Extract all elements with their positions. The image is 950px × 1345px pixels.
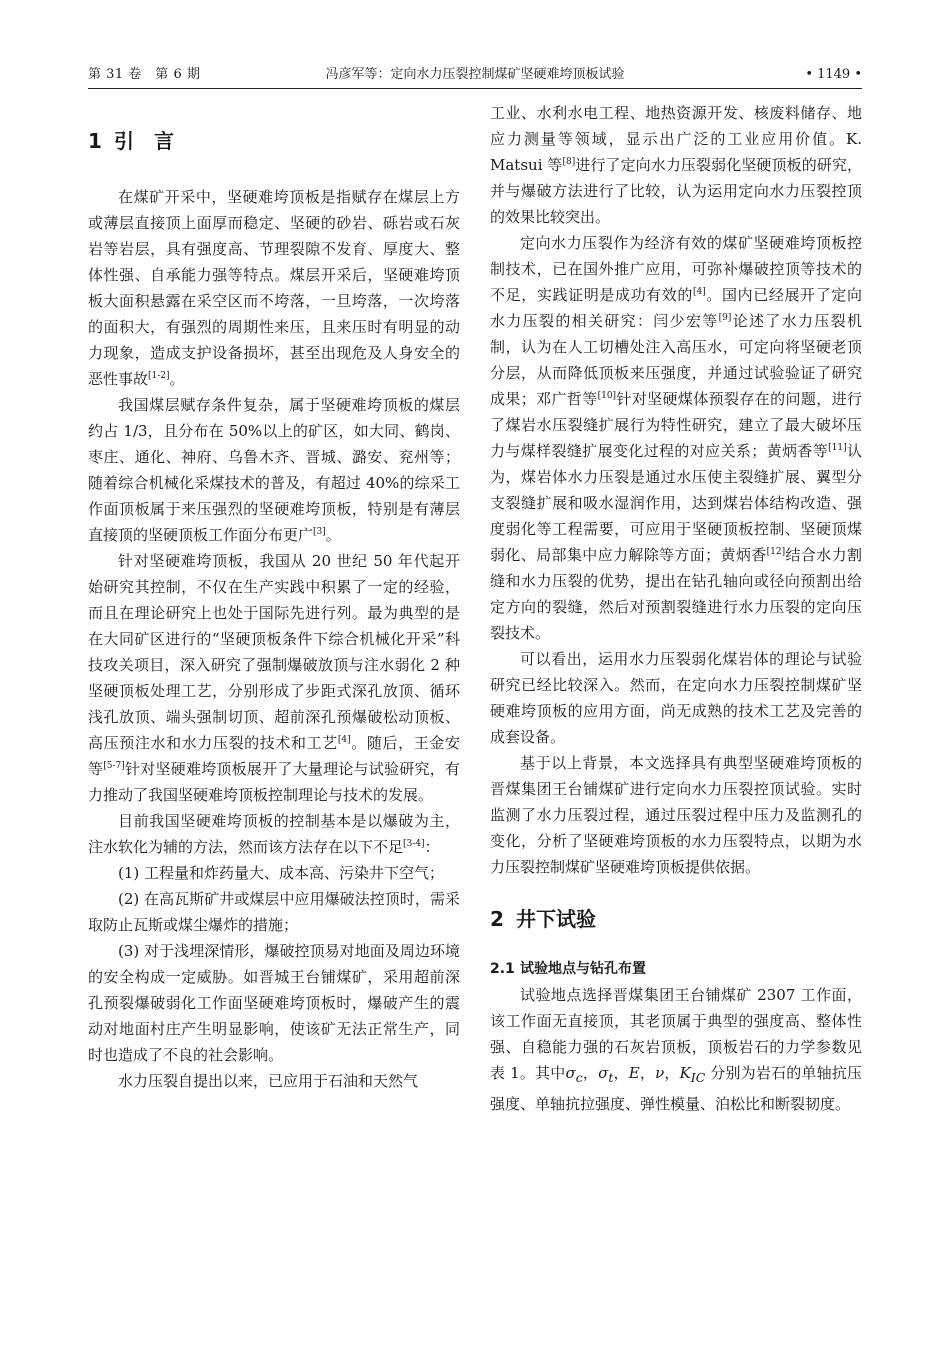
symbol-kic: $K_{IC}$: [679, 1064, 706, 1085]
section-2-number: 2: [490, 907, 504, 931]
symbol-nu: ν: [655, 1064, 665, 1082]
symbol-sigma-t: $\sigma_t$: [598, 1064, 614, 1085]
symbol-sigma-c: $\sigma_c$: [565, 1064, 583, 1085]
citation: [9]: [718, 313, 732, 323]
paragraph: 目前我国坚硬难垮顶板的控制基本是以爆破为主，注水软化为辅的方法，然而该方法存在以下不足[3-4]：: [88, 812, 460, 856]
paragraph: 可以看出，运用水力压裂弱化煤岩体的理论与试验研究已经比较深入。然而，在定向水力压裂控制煤矿坚硬难垮顶板的应用方面，尚无成熟的技术工艺及完善的成套设备。: [490, 650, 862, 746]
citation: [3-4]: [403, 839, 425, 849]
paragraph: 针对坚硬难垮顶板，我国从 20 世纪 50 年代起开始研究其控制，不仅在生产实践中积累了一定的经验，而且在理论研究上也处于国际先进行列。最为典型的是在大同矿区进行的“坚硬顶板条件下综合机械化开采”科技攻关项目，深入研究了强制爆破放顶与注水弱化 2 种坚硬顶板处理工艺，分别形成了步距式深孔放顶、循环浅孔放顶、端头强制切顶、超前深孔预爆破松动顶板、高压预注水和水力压裂的技术和工艺[4]。随后，王金安等[5-7]针对坚硬难垮顶板展开了大量理论与试验研究，有力推动了我国坚硬难垮顶板控制理论与技术的发展。: [88, 552, 460, 804]
left-column: [88, 100, 460, 1094]
page-header: [88, 62, 862, 89]
list-item: (2) 在高瓦斯矿井或煤层中应用爆破法控顶时，需采取防止瓦斯或煤尘爆炸的措施；: [88, 890, 460, 934]
paragraph: 在煤矿开采中，坚硬难垮顶板是指赋存在煤层上方或薄层直接顶上面厚而稳定、坚硬的砂岩、砾岩或石灰岩等岩层，具有强度高、节理裂隙不发育、厚度大、整体性强、自承能力强等特点。煤层开采后，坚硬难垮顶板大面积悬露在采空区而不垮落，一旦垮落，一次垮落的面积大，有强烈的周期性来压，且来压时有明显的动力现象，造成支护设备损坏，甚至出现危及人身安全的恶性事故[1-2]。: [88, 188, 460, 388]
subsection-2-1-heading: [490, 956, 862, 982]
section-1-title: 引 言: [114, 129, 174, 153]
paragraph: 试验地点选择晋煤集团王台铺煤矿 2307 工作面，该工作面无直接顶，其老顶属于典型的强度高、整体性强、自稳能力强的石灰岩顶板，顶板岩石的力学参数见表 1。其中$\sigma_c$，$\sigma_t$，E，ν，$K_{IC}$ 分别为岩石的单轴抗压强度、单轴抗拉强度、弹性模量、泊松比和断裂韧度。: [490, 986, 862, 1113]
citation: [3]: [313, 527, 326, 537]
paragraph: 定向水力压裂作为经济有效的煤矿坚硬难垮顶板控制技术，已在国外推广应用，可弥补爆破控顶等技术的不足，实践证明是成功有效的[4]。国内已经展开了定向水力压裂的相关研究：闫少宏等[9]论述了水力压裂机制，认为在人工切槽处注入高压水，可定向将坚硬老顶分层，从而降低顶板来压强度，并通过试验验证了研究成果；邓广哲等[10]针对坚硬煤体预裂存在的问题，进行了煤岩水压裂缝扩展行为特性研究，建立了最大破坏压力与煤样裂缝扩展变化过程的对应关系；黄炳香等[11]认为，煤岩体水力压裂是通过水压使主裂缝扩展、翼型分支裂缝扩展和吸水湿润作用，达到煤岩体结构改造、强度弱化等工程需要，可应用于坚硬顶板控制、坚硬顶煤弱化、局部集中应力解除等方面；黄炳香[12]结合水力割缝和水力压裂的优势，提出在钻孔轴向或径向预割出给定方向的裂缝，然后对预割裂缝进行水力压裂的定向压裂技术。: [490, 234, 862, 642]
paragraph: 我国煤层赋存条件复杂，属于坚硬难垮顶板的煤层约占 1/3，且分布在 50%以上的矿区，如大同、鹤岗、枣庄、通化、神府、乌鲁木齐、晋城、潞安、兖州等；随着综合机械化采煤技术的普及，有超过 40%的综采工作面顶板属于来压强烈的坚硬难垮顶板，特别是有薄层直接顶的坚硬顶板工作面分布更广[3]。: [88, 396, 460, 544]
section-1-number: 1: [88, 129, 102, 153]
page-number: • 1149 •: [805, 67, 862, 82]
section-2-title: 井下试验: [516, 907, 596, 931]
citation: [4]: [337, 735, 351, 745]
subsection-title: 试验地点与钻孔布置: [520, 961, 646, 977]
citation: [5-7]: [103, 761, 125, 771]
running-title: 冯彦军等：定向水力压裂控制煤矿坚硬难垮顶板试验: [325, 67, 625, 82]
paragraph: 工业、水利水电工程、地热资源开发、核废料储存、地应力测量等领域，显示出广泛的工业应用价值。K. Matsui 等[8]进行了定向水力压裂弱化坚硬顶板的研究，并与爆破方法进行了比较，认为运用定向水力压裂控顶的效果比较突出。: [490, 104, 862, 226]
journal-volume: 第 31 卷 第 6 期: [88, 67, 201, 82]
section-2-heading: [490, 904, 862, 934]
paragraph: 基于以上背景，本文选择具有典型坚硬难垮顶板的晋煤集团王台铺煤矿进行定向水力压裂控顶试验。实时监测了水力压裂过程，通过压裂过程中压力及监测孔的变化，分析了坚硬难垮顶板的水力压裂特点，以期为水力压裂控制煤矿坚硬难垮顶板提供依据。: [490, 754, 862, 876]
list-item: (1) 工程量和炸药量大、成本高、污染井下空气；: [118, 864, 445, 882]
citation: [1-2]: [148, 371, 170, 381]
list-item: (3) 对于浅埋深情形，爆破控顶易对地面及周边环境的安全构成一定威胁。如晋城王台铺煤矿，采用超前深孔预裂爆破弱化工作面坚硬难垮顶板时，爆破产生的震动对地面村庄产生明显影响，使该矿无法正常生产，同时也造成了不良的社会影响。: [88, 942, 460, 1064]
citation: [4]: [693, 287, 706, 297]
subsection-number: 2.1: [490, 961, 515, 977]
citation: [8]: [562, 157, 576, 167]
right-column: [490, 100, 862, 1117]
section-1-heading: [88, 126, 460, 156]
citation: [12]: [766, 547, 786, 557]
symbol-e: E: [628, 1064, 640, 1082]
citation: [11]: [828, 443, 847, 453]
paragraph: 水力压裂自提出以来，已应用于石油和天然气: [118, 1072, 419, 1090]
citation: [10]: [597, 391, 617, 401]
